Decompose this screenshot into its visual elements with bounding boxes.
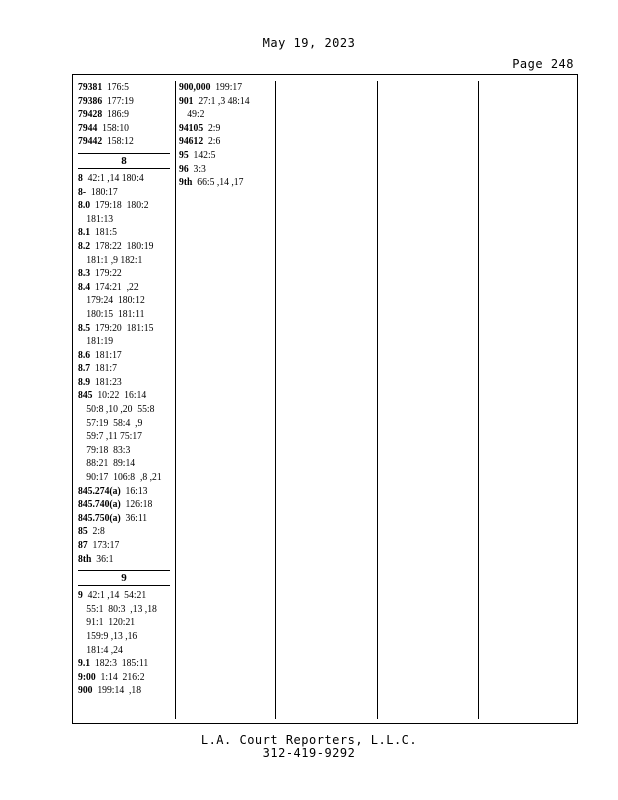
- page-line-reference: 174:21 ,22: [90, 281, 139, 293]
- column-divider: [377, 81, 378, 719]
- page-line-reference: 181:13: [86, 213, 114, 225]
- page-line-reference: 2:8: [87, 526, 105, 538]
- index-column-5: [482, 81, 574, 719]
- index-term: 95: [179, 149, 189, 161]
- index-term: 8.7: [78, 363, 91, 375]
- page-line-reference: 16:13: [120, 485, 148, 497]
- section-letter: 8: [121, 154, 127, 167]
- page-line-reference: 181:17: [90, 349, 122, 361]
- index-term: 9: [78, 590, 83, 602]
- page-line-reference: 79:18 83:3: [86, 444, 131, 456]
- page-line-reference: 181:19: [86, 336, 114, 348]
- index-entry: [78, 671, 168, 685]
- page-number: Page 248: [512, 57, 574, 71]
- index-entry: [78, 81, 168, 95]
- page-line-reference: 27:1 ,3 48:14: [193, 95, 250, 107]
- page-line-reference: 181:4 ,24: [86, 644, 123, 656]
- index-term: 845.274(a): [78, 485, 121, 497]
- index-column-1: [78, 81, 176, 719]
- index-term: 901: [179, 95, 194, 107]
- page-line-reference: 182:3 185:11: [90, 658, 149, 670]
- index-entry: [78, 498, 168, 512]
- page-line-reference: 179:20 181:15: [90, 322, 154, 334]
- index-term: 79428: [78, 109, 103, 121]
- page-line-reference: 199:17: [210, 82, 243, 93]
- index-section-header: [78, 153, 176, 169]
- index-term: 845.750(a): [78, 512, 121, 524]
- page-line-reference: 181:23: [90, 376, 122, 388]
- page-line-reference: 158:10: [97, 122, 129, 134]
- index-term: 9th: [179, 177, 193, 189]
- index-entry: [78, 322, 168, 336]
- index-entry: [78, 199, 168, 213]
- index-entry: [78, 122, 168, 136]
- section-rule: [78, 585, 170, 586]
- index-term: 8.2: [78, 240, 91, 252]
- index-entry: [78, 376, 168, 390]
- page-line-reference: 36:1: [91, 553, 114, 565]
- index-entry: [78, 95, 168, 109]
- page-line-reference: 186:9: [102, 109, 129, 121]
- index-entry: [78, 362, 168, 376]
- index-entry: [179, 135, 267, 149]
- page-line-reference: 36:11: [120, 512, 148, 524]
- index-entry: [78, 281, 168, 295]
- page-line-reference: 179:24 180:12: [86, 295, 145, 307]
- page-line-reference: 1:14 216:2: [95, 671, 145, 683]
- page-line-reference: 142:5: [188, 149, 216, 161]
- page-line-reference: 199:14 ,18: [92, 685, 142, 697]
- index-term: 8-: [78, 186, 87, 198]
- column-divider: [275, 81, 276, 719]
- page-line-reference: 66:5 ,14 ,17: [192, 177, 244, 189]
- page-line-reference: 59:7 ,11 75:17: [86, 431, 143, 443]
- index-term: 8.6: [78, 349, 91, 361]
- page-line-reference: 181:1 ,9 182:1: [86, 254, 143, 266]
- index-term: 845.740(a): [78, 499, 121, 511]
- page-line-reference: 10:22 16:14: [92, 390, 147, 402]
- index-column-3: [279, 81, 375, 719]
- section-rule: [78, 168, 170, 169]
- footer-company: L.A. Court Reporters, L.L.C.: [200, 733, 418, 747]
- index-entry: [78, 539, 168, 553]
- index-column-2: [179, 81, 275, 719]
- page-line-reference: 178:22 180:19: [90, 240, 154, 252]
- page-line-reference: 181:7: [90, 363, 117, 375]
- index-entry: [179, 81, 267, 95]
- index-entry: [78, 135, 168, 149]
- index-entry: [78, 349, 168, 363]
- index-entry: [179, 163, 267, 177]
- index-entry: [78, 684, 168, 698]
- index-term: 85: [78, 526, 88, 538]
- index-entry: [179, 95, 267, 109]
- index-term: 845: [78, 390, 93, 402]
- page-line-reference: 55:1 80:3 ,13 ,18: [86, 603, 157, 615]
- index-entry: [78, 186, 168, 200]
- index-entry: [78, 525, 168, 539]
- page-line-reference: 181:5: [90, 227, 117, 239]
- index-term: 900: [78, 685, 93, 697]
- index-term: 8.3: [78, 268, 91, 280]
- document-date: May 19, 2023: [262, 36, 356, 50]
- page-line-reference: 49:2: [187, 109, 205, 121]
- index-term: 94105: [179, 122, 204, 134]
- index-entry: [78, 589, 168, 603]
- index-term: 79381: [78, 82, 103, 93]
- index-term: 900,000: [179, 82, 211, 93]
- index-entry: [78, 657, 168, 671]
- index-entry: [78, 172, 168, 186]
- footer-phone: 312-419-9292: [262, 746, 356, 760]
- index-term: 8.4: [78, 281, 91, 293]
- index-term: 8.9: [78, 376, 91, 388]
- index-entry: [78, 389, 168, 403]
- page-line-reference: 126:18: [120, 499, 153, 511]
- page-line-reference: 179:22: [90, 268, 122, 280]
- index-term: 7944: [78, 122, 98, 134]
- index-term: 8.0: [78, 200, 91, 212]
- index-term: 8th: [78, 553, 92, 565]
- page-line-reference: 3:3: [188, 163, 206, 175]
- index-column-4: [381, 81, 477, 719]
- page-line-reference: 177:19: [102, 95, 134, 107]
- word-index-frame: [72, 74, 578, 724]
- index-term: 96: [179, 163, 189, 175]
- index-term: 94612: [179, 136, 204, 148]
- index-entry: [78, 108, 168, 122]
- index-term: 8.1: [78, 227, 91, 239]
- page-line-reference: 42:1 ,14 180:4: [82, 172, 144, 184]
- page-line-reference: 57:19 58:4 ,9: [86, 417, 143, 429]
- index-entry: [78, 553, 168, 567]
- page-line-reference: 159:9 ,13 ,16: [86, 630, 138, 642]
- page-line-reference: 50:8 ,10 ,20 55:8: [86, 404, 155, 416]
- page-line-reference: 88:21 89:14: [86, 458, 136, 470]
- index-entry: [78, 226, 168, 240]
- page-line-reference: 90:17 106:8 ,8 ,21: [86, 472, 162, 484]
- index-term: 87: [78, 540, 88, 551]
- index-section-header: [78, 570, 176, 586]
- index-term: 79442: [78, 136, 103, 148]
- index-entry: [179, 122, 267, 136]
- column-divider: [175, 81, 176, 719]
- index-entry: [179, 149, 267, 163]
- section-letter: 9: [121, 572, 127, 585]
- index-term: 8: [78, 172, 83, 184]
- column-divider: [478, 81, 479, 719]
- index-entry: [78, 240, 168, 254]
- page-line-reference: 176:5: [102, 82, 129, 93]
- page-line-reference: 180:17: [86, 186, 118, 198]
- page-line-reference: 2:6: [203, 136, 221, 148]
- page-line-reference: 173:17: [87, 540, 120, 551]
- index-term: 9.1: [78, 658, 91, 670]
- index-entry: [78, 267, 168, 281]
- index-entry: [78, 512, 168, 526]
- index-entry: [179, 176, 267, 190]
- page-line-reference: 91:1 120:21: [86, 617, 136, 629]
- page-line-reference: 179:18 180:2: [90, 200, 149, 212]
- page-line-reference: 180:15 181:11: [86, 308, 145, 320]
- page-line-reference: 2:9: [203, 122, 221, 134]
- index-entry: [78, 485, 168, 499]
- index-term: 9:00: [78, 671, 96, 683]
- index-term: 8.5: [78, 322, 91, 334]
- index-term: 79386: [78, 95, 103, 107]
- page-line-reference: 42:1 ,14 54:21: [82, 590, 147, 602]
- page-line-reference: 158:12: [102, 136, 134, 148]
